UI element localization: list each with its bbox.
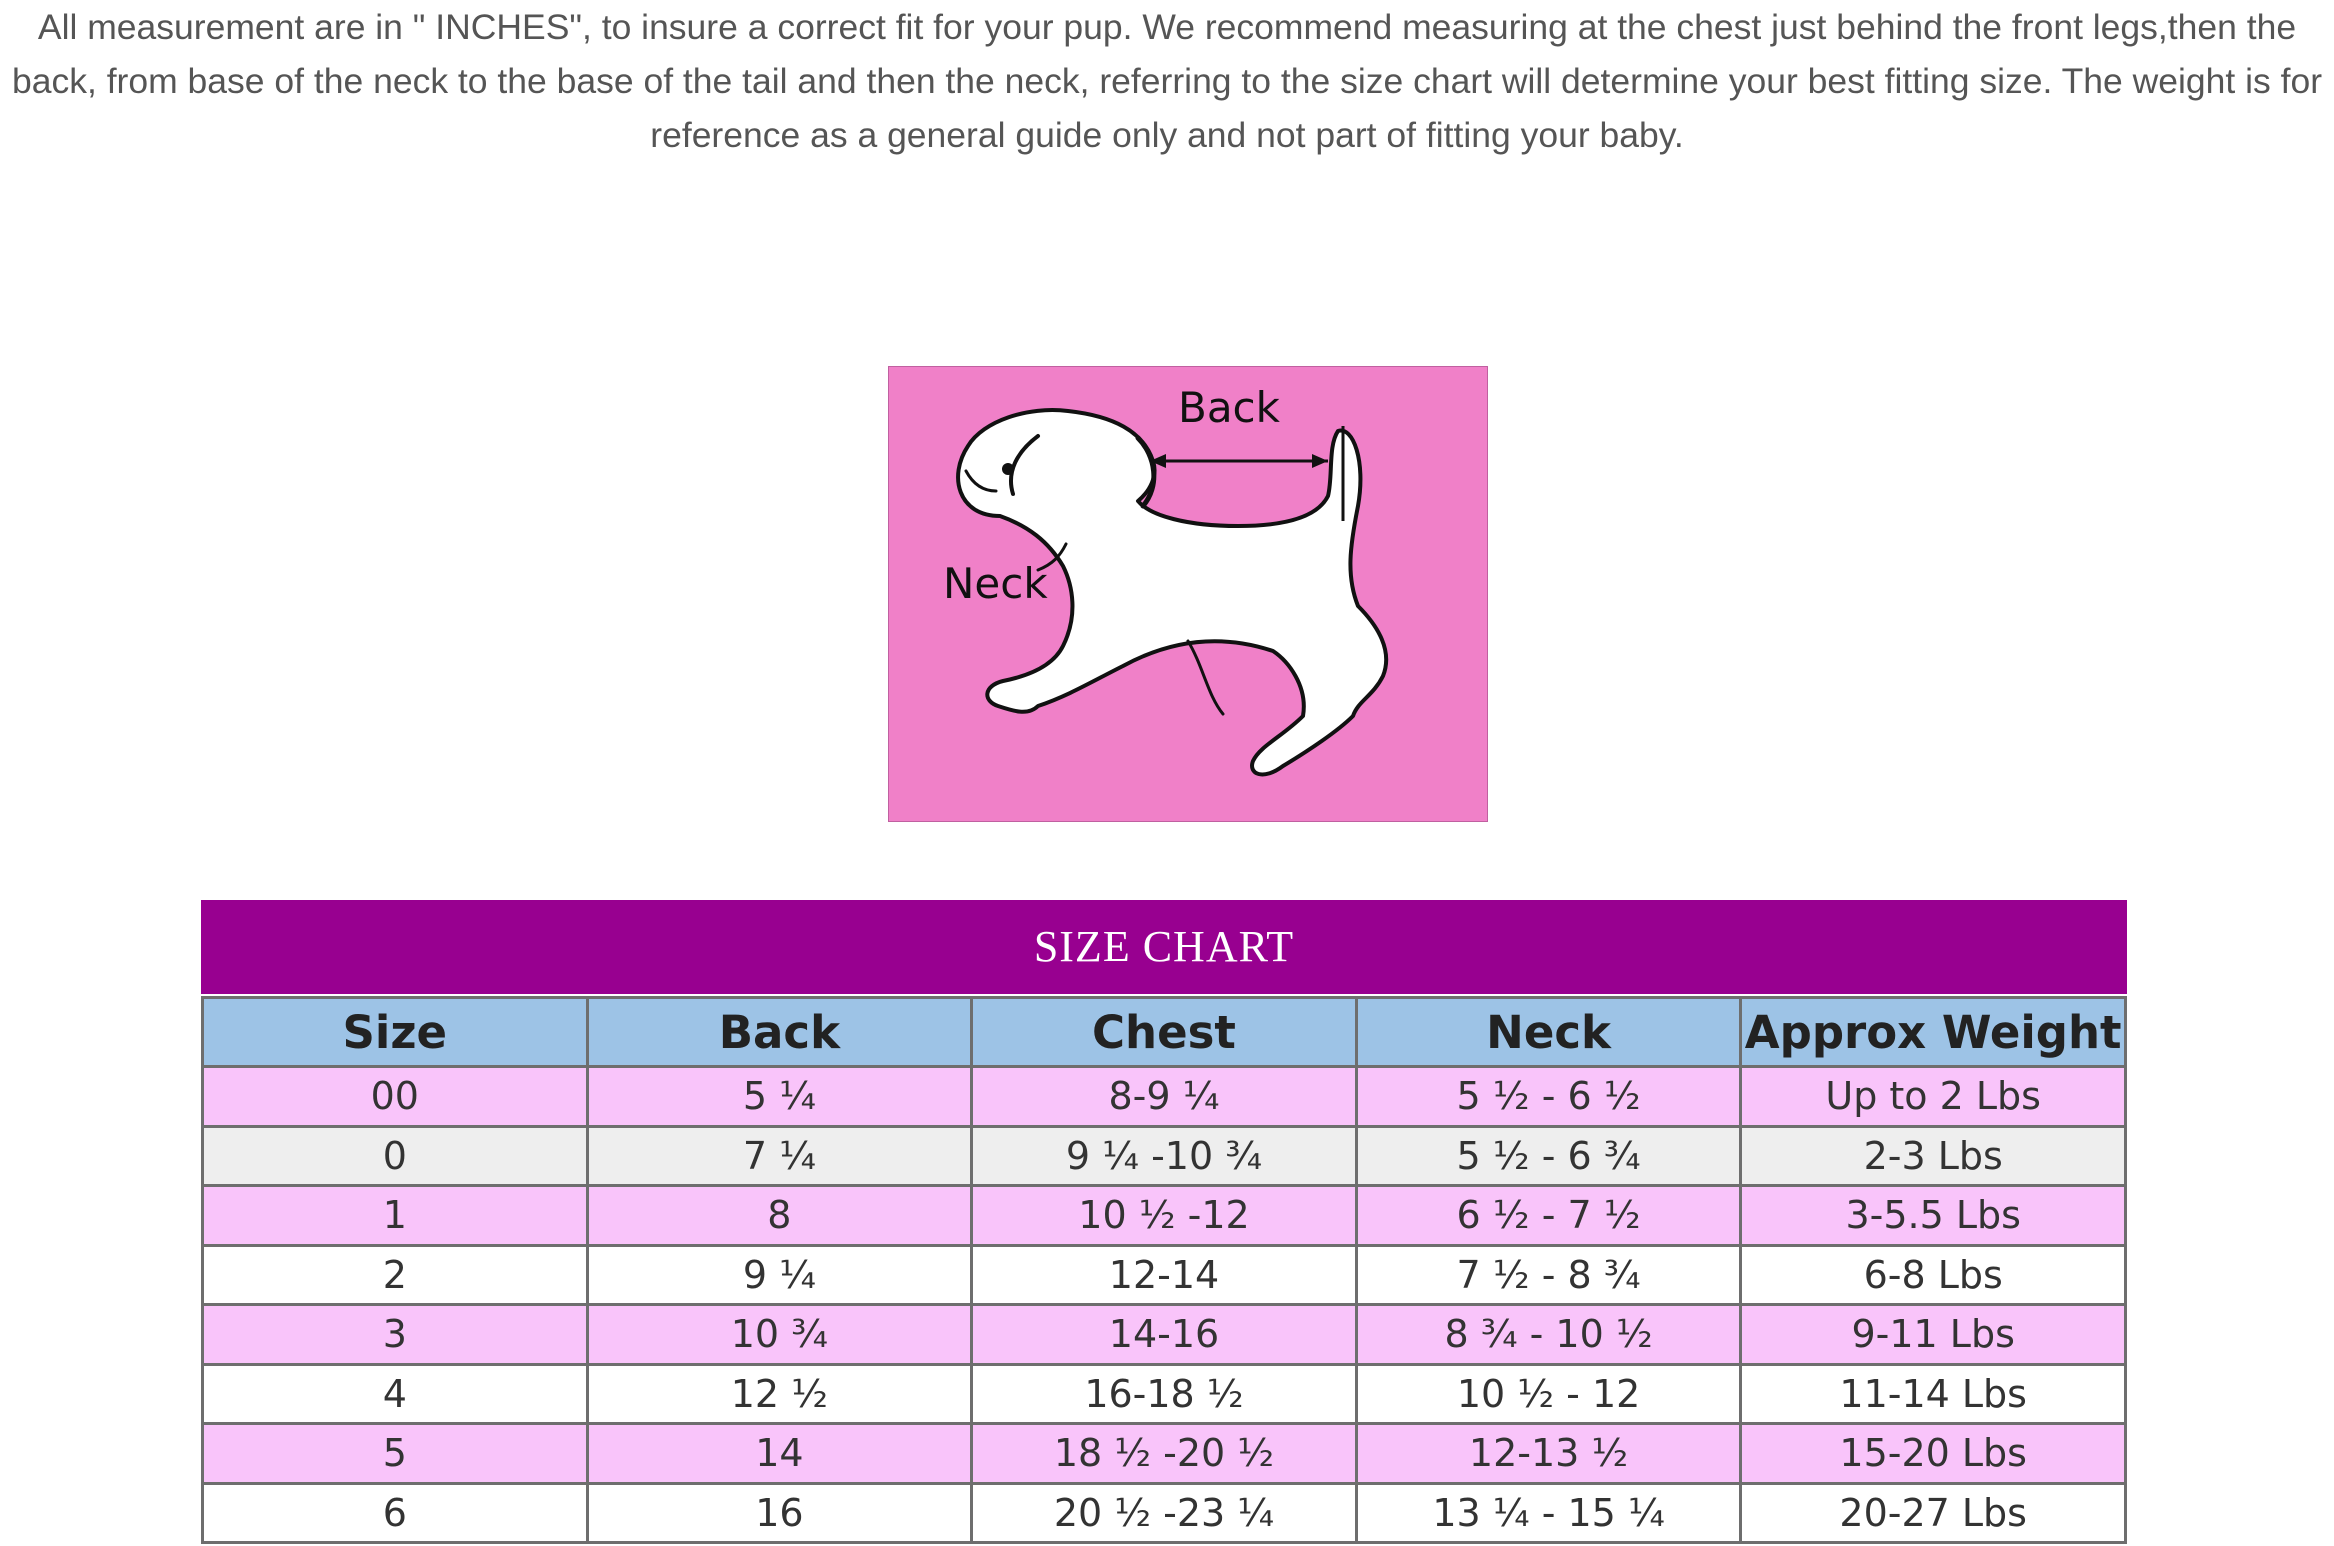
size-chart-title: SIZE CHART <box>201 900 2127 996</box>
cell-chest: 10 ½ -12 <box>972 1186 1357 1246</box>
header-neck: Neck <box>1356 998 1741 1067</box>
cell-neck: 6 ½ - 7 ½ <box>1356 1186 1741 1246</box>
cell-back: 9 ¼ <box>587 1245 972 1305</box>
size-chart <box>201 900 2127 1544</box>
cell-chest: 14-16 <box>972 1305 1357 1365</box>
cell-size: 3 <box>203 1305 588 1365</box>
cell-neck: 5 ½ - 6 ¾ <box>1356 1126 1741 1186</box>
cell-chest: 16-18 ½ <box>972 1364 1357 1424</box>
cell-back: 16 <box>587 1483 972 1543</box>
cell-size: 2 <box>203 1245 588 1305</box>
intro-paragraph: All measurement are in " INCHES", to insure a correct fit for your pup. We recommend measuring at the chest just behind the front legs,then the back, from base of the neck to the base of the tail and then the neck, referring to the size chart will determine your best fitting size. The weight is for reference as a general guide only and not part of fitting your baby. <box>11 7 2323 155</box>
header-size: Size <box>203 998 588 1067</box>
table-row <box>203 1364 2126 1424</box>
size-chart-header-row <box>203 998 2126 1067</box>
dog-measurement-illustration <box>888 366 1488 822</box>
header-back: Back <box>587 998 972 1067</box>
table-row <box>203 1245 2126 1305</box>
cell-back: 12 ½ <box>587 1364 972 1424</box>
cell-chest: 9 ¼ -10 ¾ <box>972 1126 1357 1186</box>
cell-neck: 8 ¾ - 10 ½ <box>1356 1305 1741 1365</box>
cell-neck: 12-13 ½ <box>1356 1424 1741 1484</box>
cell-back: 7 ¼ <box>587 1126 972 1186</box>
cell-neck: 13 ¼ - 15 ¼ <box>1356 1483 1741 1543</box>
header-approx-weight: Approx Weight <box>1741 998 2126 1067</box>
cell-chest: 18 ½ -20 ½ <box>972 1424 1357 1484</box>
cell-back: 5 ¼ <box>587 1067 972 1127</box>
cell-neck: 10 ½ - 12 <box>1356 1364 1741 1424</box>
table-row <box>203 1305 2126 1365</box>
cell-size: 5 <box>203 1424 588 1484</box>
back-label: Back <box>1178 383 1280 432</box>
neck-label: Neck <box>943 559 1048 608</box>
cell-weight: 6-8 Lbs <box>1741 1245 2126 1305</box>
cell-size: 1 <box>203 1186 588 1246</box>
dog-measurement-icon <box>888 366 1488 822</box>
table-row <box>203 1483 2126 1543</box>
cell-weight: 9-11 Lbs <box>1741 1305 2126 1365</box>
table-row <box>203 1186 2126 1246</box>
cell-chest: 8-9 ¼ <box>972 1067 1357 1127</box>
cell-size: 4 <box>203 1364 588 1424</box>
cell-chest: 12-14 <box>972 1245 1357 1305</box>
table-row <box>203 1424 2126 1484</box>
table-row <box>203 1067 2126 1127</box>
cell-weight: 2-3 Lbs <box>1741 1126 2126 1186</box>
cell-back: 14 <box>587 1424 972 1484</box>
cell-weight: 15-20 Lbs <box>1741 1424 2126 1484</box>
cell-size: 0 <box>203 1126 588 1186</box>
cell-neck: 5 ½ - 6 ½ <box>1356 1067 1741 1127</box>
cell-chest: 20 ½ -23 ¼ <box>972 1483 1357 1543</box>
table-row <box>203 1126 2126 1186</box>
cell-back: 10 ¾ <box>587 1305 972 1365</box>
cell-weight: Up to 2 Lbs <box>1741 1067 2126 1127</box>
cell-back: 8 <box>587 1186 972 1246</box>
header-chest: Chest <box>972 998 1357 1067</box>
cell-size: 6 <box>203 1483 588 1543</box>
cell-weight: 11-14 Lbs <box>1741 1364 2126 1424</box>
cell-weight: 3-5.5 Lbs <box>1741 1186 2126 1246</box>
size-chart-table <box>201 996 2127 1544</box>
cell-size: 00 <box>203 1067 588 1127</box>
cell-neck: 7 ½ - 8 ¾ <box>1356 1245 1741 1305</box>
cell-weight: 20-27 Lbs <box>1741 1483 2126 1543</box>
